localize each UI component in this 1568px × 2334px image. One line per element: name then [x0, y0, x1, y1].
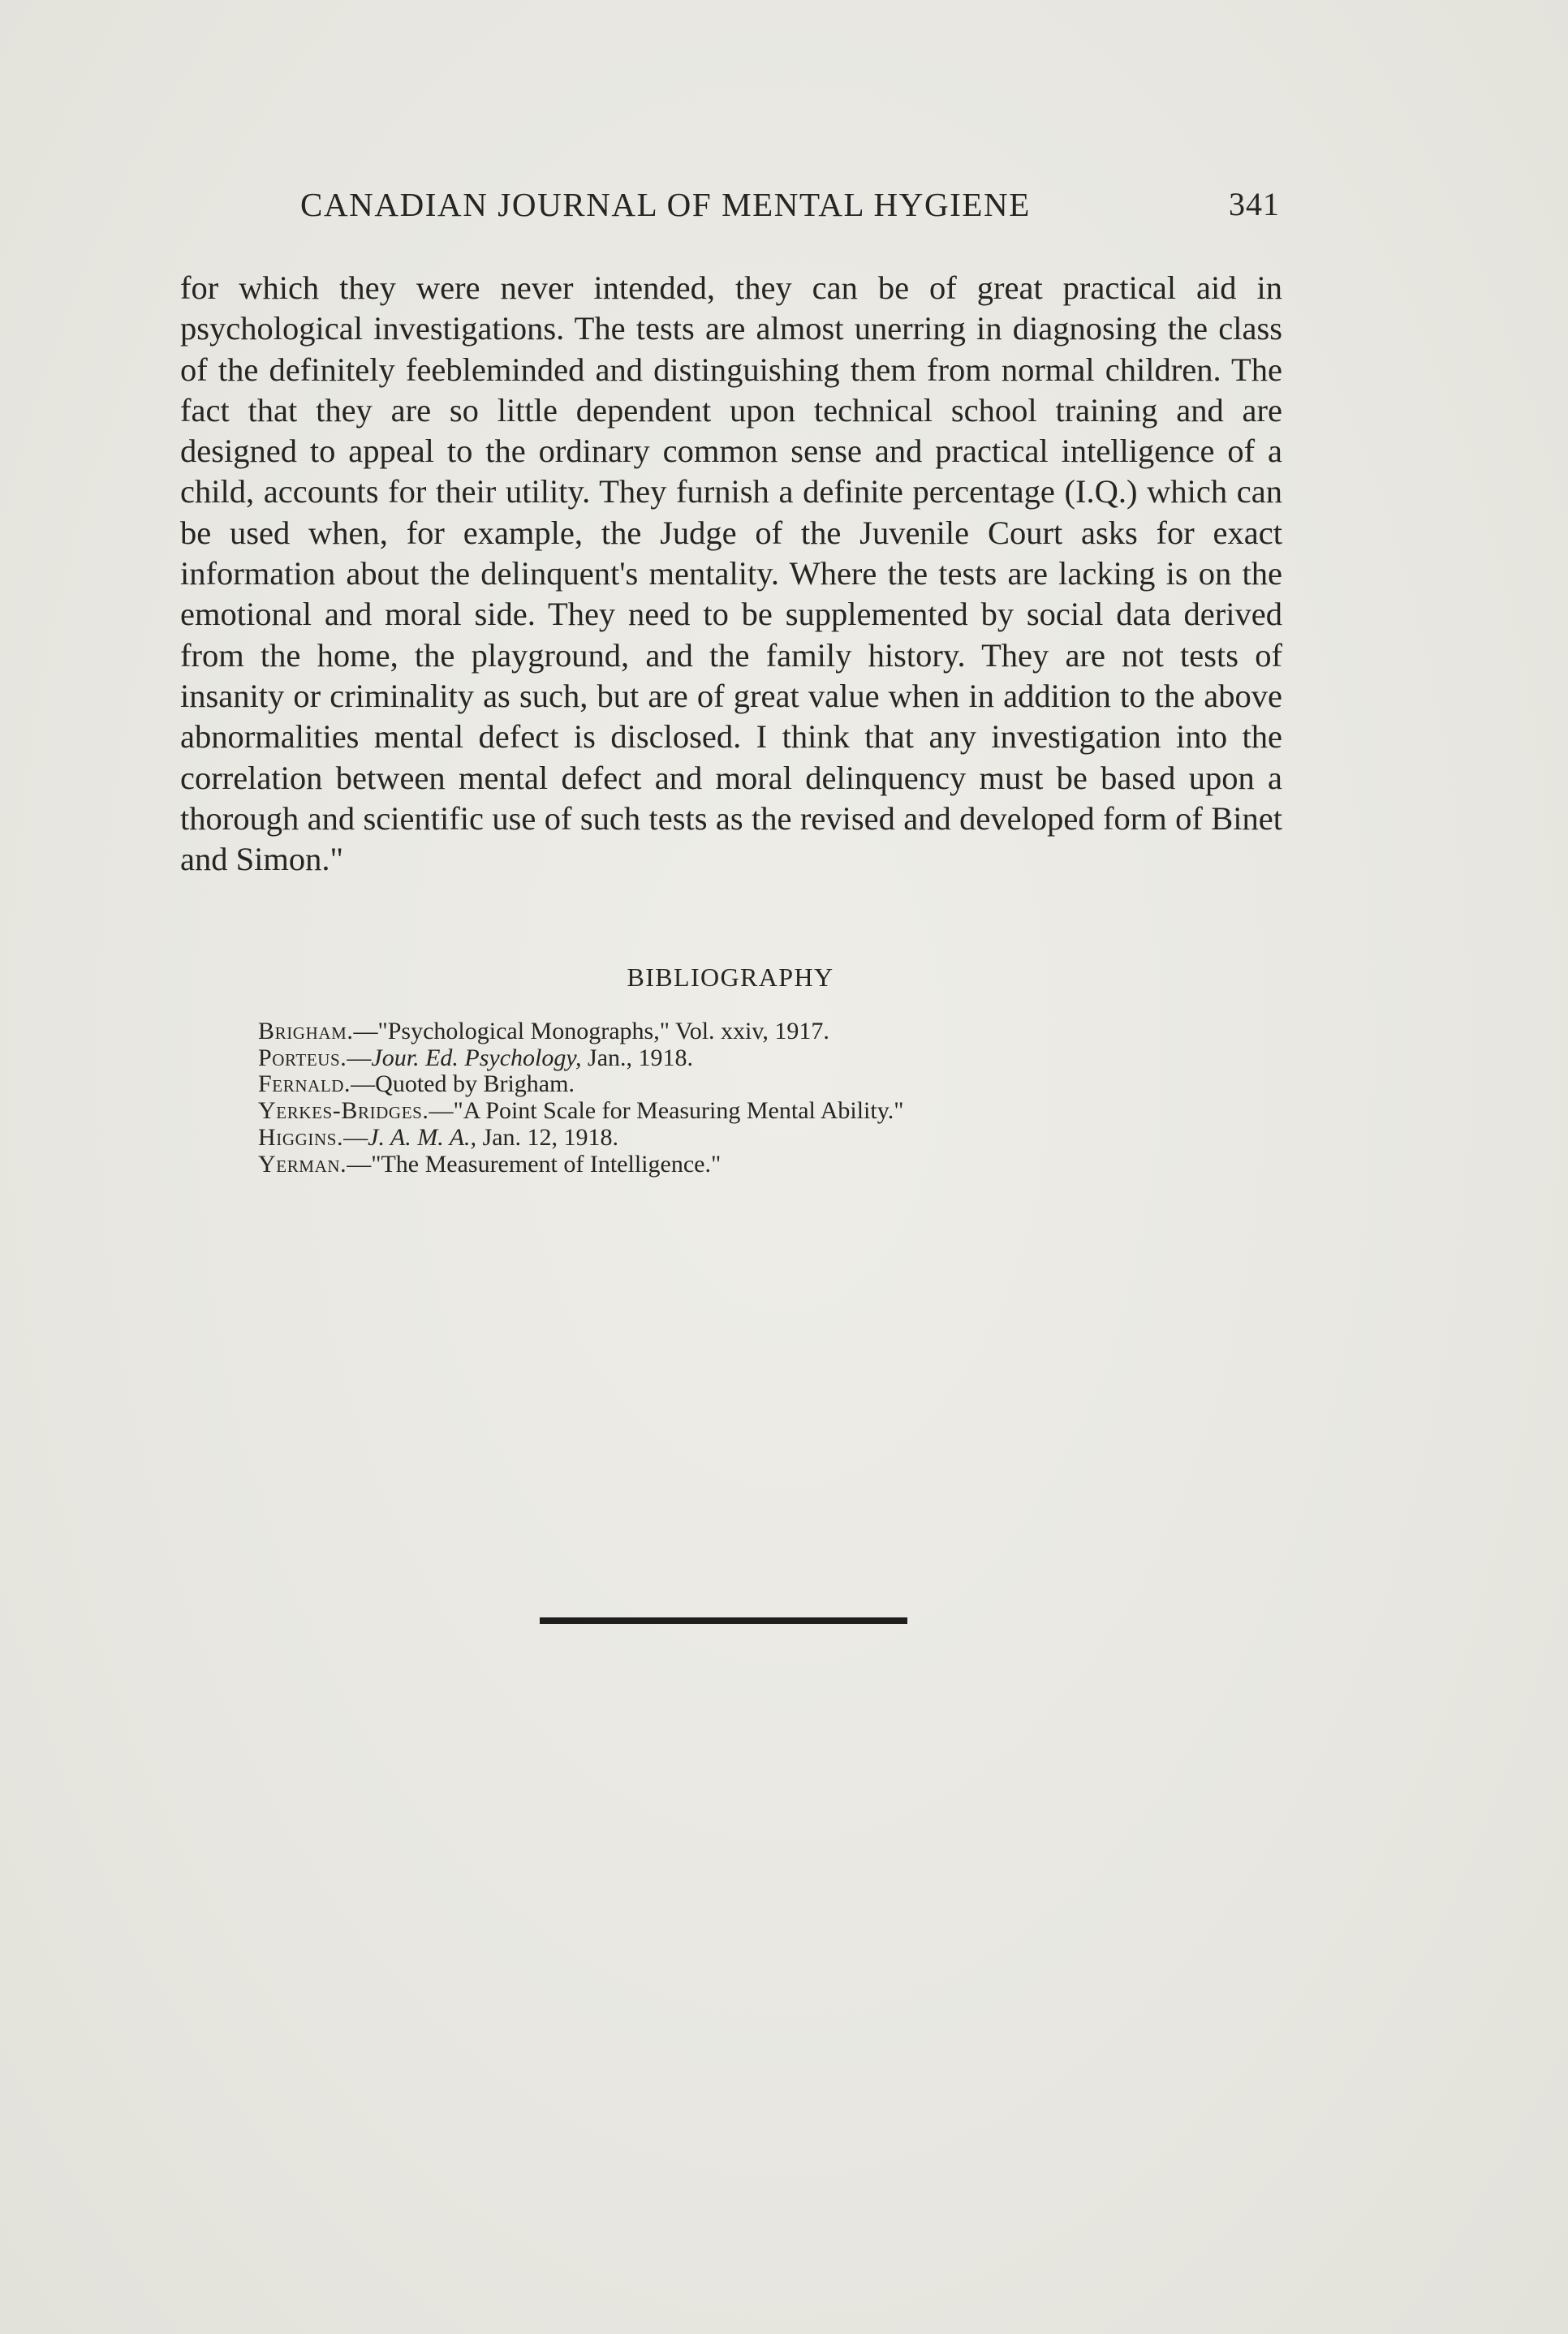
bibliography-author: Yerman.	[258, 1150, 347, 1178]
bibliography-dash: —	[429, 1097, 454, 1125]
bibliography-text: Jan. 12, 1918.	[476, 1123, 619, 1151]
bibliography-entry	[258, 1045, 1232, 1072]
bibliography-dash: —	[343, 1123, 368, 1151]
bibliography-author: Yerkes-Bridges.	[258, 1097, 429, 1125]
bibliography-entry	[258, 1125, 1232, 1152]
bibliography-author: Porteus.	[258, 1044, 347, 1071]
bibliography-list	[258, 1018, 1232, 1178]
bibliography-entry	[258, 1098, 1232, 1125]
bibliography-entry	[258, 1018, 1232, 1045]
bibliography-author: Fernald.	[258, 1070, 351, 1098]
page-header	[180, 185, 1280, 242]
bibliography-text: "Psychological Monographs," Vol. xxiv, 1917.	[377, 1018, 829, 1044]
bibliography-text: Quoted by Brigham.	[375, 1070, 575, 1098]
bibliography-text: "The Measurement of Intelligence."	[371, 1150, 722, 1178]
bibliography-author: Higgins.	[258, 1123, 344, 1151]
bibliography-dash: —	[347, 1044, 372, 1071]
running-head: CANADIAN JOURNAL OF MENTAL HYGIENE	[300, 186, 1031, 223]
bibliography-title: BIBLIOGRAPHY	[627, 962, 834, 992]
bibliography-text: "A Point Scale for Measuring Mental Ability."	[453, 1097, 904, 1125]
section-end-rule	[540, 1617, 907, 1624]
body-text	[180, 268, 1282, 880]
bibliography-dash: —	[351, 1070, 376, 1098]
bibliography-dash: —	[353, 1018, 378, 1044]
bibliography-author: Brigham.	[258, 1018, 354, 1044]
bibliography-italic-title: Jour. Ed. Psychology,	[371, 1044, 582, 1071]
bibliography-entry	[258, 1071, 1232, 1098]
bibliography-entry	[258, 1152, 1232, 1178]
page-number: 341	[1229, 186, 1280, 222]
bibliography-italic-title: J. A. M. A.,	[368, 1123, 477, 1151]
bibliography-dash: —	[347, 1150, 372, 1178]
body-paragraph: for which they were never intended, they can be of great practical aid in psychological investigations. The tests are almost unerring in diagnosing the class of the definitely feebleminded and distinguishing them from normal children. The fact that they are so little dependent upon technical school training and are designed to appeal to the ordinary common sense and practical intelligence of a child, accounts for their utility. They furnish a definite percentage (I.Q.) which can be used when, for example, the Judge of the Juvenile Court asks for exact information about the delinquent's mentality. Where the tests are lacking is on the emotional and moral side. They need to be supplemented by social data derived from the home, the playground, and the family history. They are not tests of insanity or criminality as such, but are of great value when in addition to the above abnormalities mental defect is disclosed. I think that any investigation into the correlation between mental defect and moral delinquency must be based upon a thorough and scientific use of such tests as the revised and developed form of Binet and Simon."	[180, 269, 1282, 878]
bibliography-text: Jan., 1918.	[581, 1044, 694, 1071]
